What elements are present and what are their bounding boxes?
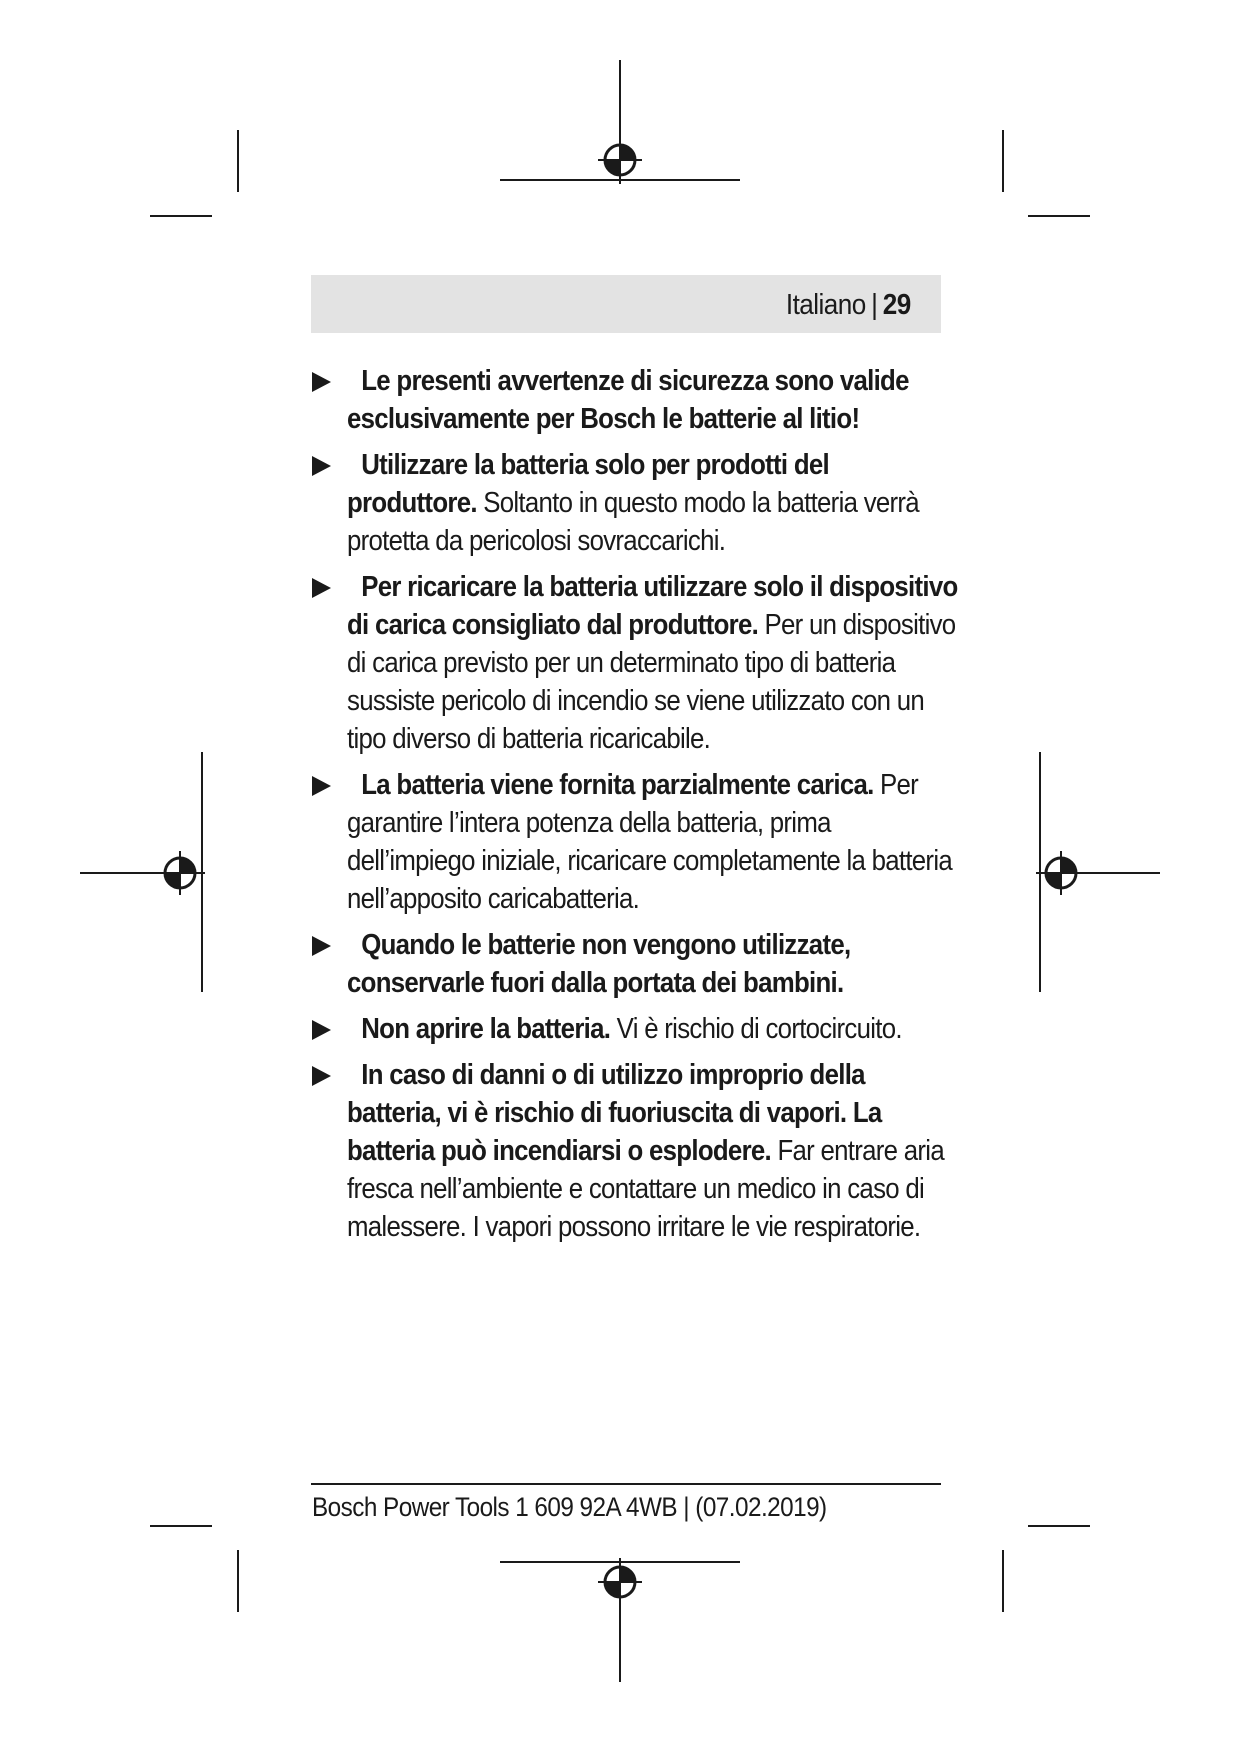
footer-text: Bosch Power Tools 1 609 92A 4WB | (07.02.2019) [312, 1492, 827, 1522]
header-language: Italiano [786, 289, 866, 321]
item-body: Per garantire l’intera potenza della batteria, prima dell’impiego iniziale, ricaricare completamente la batteria nell’apposito caricabatteria. [347, 769, 952, 915]
list-item [312, 926, 962, 1002]
list-item [312, 1010, 962, 1048]
bullet-arrow-icon [312, 456, 331, 476]
bullet-arrow-icon [312, 1066, 331, 1086]
item-lead: Quando le batterie non vengono utilizzate, conservarle fuori dalla portata dei bambini. [347, 929, 851, 999]
item-lead: La batteria viene fornita parzialmente carica. [361, 769, 874, 801]
item-lead: Utilizzare la batteria solo per prodotti del produttore. [347, 449, 829, 519]
bullet-arrow-icon [312, 776, 331, 796]
list-item [312, 568, 962, 758]
bullet-arrow-icon [312, 1020, 331, 1040]
list-item [312, 446, 962, 560]
page-header [311, 275, 941, 333]
item-body: Per un dispositivo di carica previsto per un determinato tipo di batteria sussiste pericolo di incendio se viene utilizzato con un tipo diverso di batteria ricaricabile. [347, 609, 956, 755]
item-body: Vi è rischio di cortocircuito. [616, 1013, 902, 1045]
list-item [312, 362, 962, 438]
item-lead: In caso di danni o di utilizzo improprio della batteria, vi è rischio di fuoriuscita di vapori. La batteria può incendiarsi o esplodere. [347, 1059, 882, 1167]
registration-target-left [158, 851, 202, 895]
registration-target-bottom [598, 1560, 642, 1604]
bullet-arrow-icon [312, 578, 331, 598]
item-body: Far entrare aria fresca nell’ambiente e contattare un medico in caso di malessere. I vapori possono irritare le vie respiratorie. [347, 1135, 944, 1243]
footer-rule [311, 1483, 941, 1485]
header-text [786, 289, 911, 321]
safety-warnings-list [312, 362, 962, 1254]
page-number: 29 [883, 289, 911, 321]
bullet-arrow-icon [312, 372, 331, 392]
item-lead: Per ricaricare la batteria utilizzare solo il dispositivo di carica consigliato dal produttore. [347, 571, 958, 641]
registration-target-top [598, 138, 642, 182]
list-item [312, 1056, 962, 1246]
registration-target-right [1039, 851, 1083, 895]
header-separator: | [871, 289, 878, 321]
item-lead: Le presenti avvertenze di sicurezza sono valide esclusivamente per Bosch le batterie al litio! [347, 365, 909, 435]
list-item [312, 766, 962, 918]
bullet-arrow-icon [312, 936, 331, 956]
item-lead: Non aprire la batteria. [361, 1013, 611, 1045]
item-body: Soltanto in questo modo la batteria verrà protetta da pericolosi sovraccarichi. [347, 487, 919, 557]
